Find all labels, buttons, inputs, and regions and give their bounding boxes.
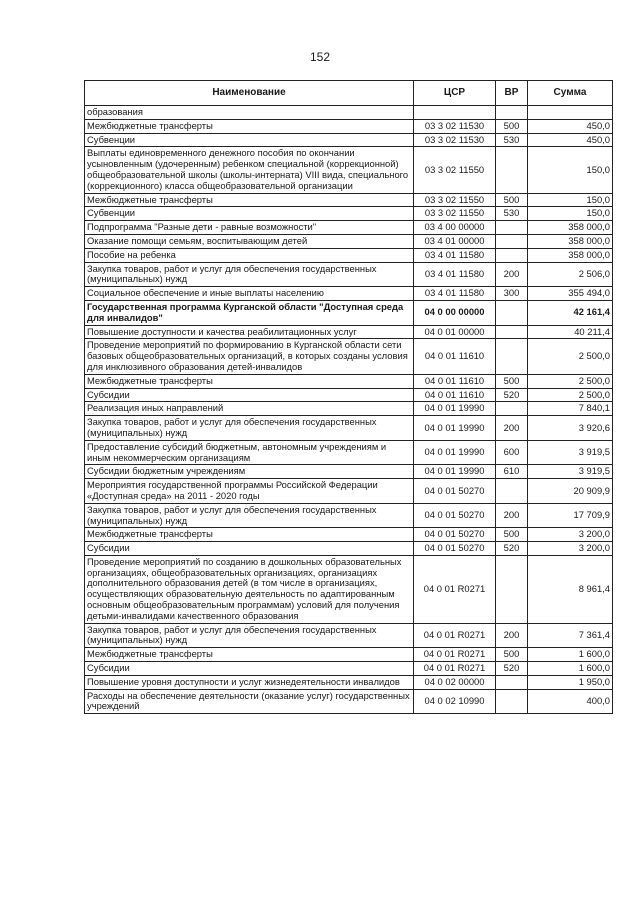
table-row	[85, 207, 613, 221]
row-csr-cell: 04 0 01 11610	[414, 339, 496, 374]
row-vr-cell: 520	[496, 542, 528, 556]
row-name-cell: Мероприятия государственной программы Российской Федерации «Доступная среда» на 2011 - 2020 годы	[85, 479, 414, 504]
row-csr-cell: 04 0 02 10990	[414, 689, 496, 714]
row-csr-cell: 03 4 01 00000	[414, 234, 496, 248]
row-name-cell: Государственная программа Курганской области "Доступная среда для инвалидов"	[85, 300, 414, 325]
row-name-cell: Межбюджетные трансферты	[85, 648, 414, 662]
row-csr-cell: 04 0 01 R0271	[414, 662, 496, 676]
row-sum-cell: 150,0	[528, 147, 613, 193]
row-vr-cell	[496, 325, 528, 339]
row-vr-cell	[496, 689, 528, 714]
row-csr-cell: 03 4 00 00000	[414, 221, 496, 235]
row-name-cell: Пособие на ребенка	[85, 248, 414, 262]
row-name-cell: Оказание помощи семьям, воспитывающим детей	[85, 234, 414, 248]
row-vr-cell	[496, 147, 528, 193]
row-name-cell: Социальное обеспечение и иные выплаты населению	[85, 287, 414, 301]
row-csr-cell: 03 4 01 11580	[414, 287, 496, 301]
row-csr-cell: 04 0 01 19990	[414, 416, 496, 441]
row-vr-cell: 200	[496, 262, 528, 287]
row-name-cell: Субсидии	[85, 388, 414, 402]
row-sum-cell: 42 161,4	[528, 300, 613, 325]
row-vr-cell: 500	[496, 374, 528, 388]
table-row	[85, 119, 613, 133]
row-vr-cell	[496, 402, 528, 416]
row-vr-cell: 500	[496, 193, 528, 207]
row-vr-cell: 600	[496, 440, 528, 465]
row-name-cell: Закупка товаров, работ и услуг для обеспечения государственных (муниципальных) нужд	[85, 623, 414, 648]
row-csr-cell: 04 0 01 19990	[414, 402, 496, 416]
table-row	[85, 555, 613, 623]
row-vr-cell	[496, 555, 528, 623]
table-row	[85, 479, 613, 504]
row-vr-cell	[496, 234, 528, 248]
table-row	[85, 300, 613, 325]
row-sum-cell: 358 000,0	[528, 248, 613, 262]
row-vr-cell: 200	[496, 623, 528, 648]
table-row	[85, 440, 613, 465]
row-sum-cell: 8 961,4	[528, 555, 613, 623]
table-row	[85, 133, 613, 147]
row-csr-cell: 04 0 01 11610	[414, 388, 496, 402]
row-sum-cell: 3 919,5	[528, 440, 613, 465]
table-row	[85, 248, 613, 262]
row-csr-cell: 03 3 02 11550	[414, 207, 496, 221]
table-row	[85, 221, 613, 235]
row-name-cell: Выплаты единовременного денежного пособия по окончании усыновленным (удочеренным) ребенком специальной (коррекционной) общеобразовательной школы (школы-интерната) VIII вида, специального (коррекционного) класса общеобразовательной организации	[85, 147, 414, 193]
row-sum-cell: 358 000,0	[528, 221, 613, 235]
row-csr-cell: 04 0 01 50270	[414, 479, 496, 504]
row-name-cell: Субсидии бюджетным учреждениям	[85, 465, 414, 479]
row-sum-cell: 2 500,0	[528, 388, 613, 402]
row-name-cell: Субвенции	[85, 133, 414, 147]
row-csr-cell: 04 0 01 19990	[414, 465, 496, 479]
row-sum-cell: 17 709,9	[528, 503, 613, 528]
row-sum-cell: 1 950,0	[528, 675, 613, 689]
row-name-cell: Субсидии	[85, 662, 414, 676]
row-sum-cell: 450,0	[528, 133, 613, 147]
table-row	[85, 528, 613, 542]
budget-table	[84, 80, 613, 714]
table-row	[85, 287, 613, 301]
row-name-cell: Субвенции	[85, 207, 414, 221]
row-vr-cell: 520	[496, 388, 528, 402]
table-row	[85, 648, 613, 662]
row-csr-cell: 04 0 01 19990	[414, 440, 496, 465]
row-name-cell: Проведение мероприятий по формированию в Курганской области сети базовых общеобразовательных организаций, в которых созданы условия для инклюзивного образования детей-инвалидов	[85, 339, 414, 374]
row-sum-cell: 3 919,5	[528, 465, 613, 479]
row-sum-cell: 355 494,0	[528, 287, 613, 301]
row-sum-cell: 3 200,0	[528, 542, 613, 556]
row-csr-cell: 03 3 02 11550	[414, 147, 496, 193]
row-name-cell: Закупка товаров, работ и услуг для обеспечения государственных (муниципальных) нужд	[85, 503, 414, 528]
row-csr-cell: 04 0 01 R0271	[414, 648, 496, 662]
row-name-cell: Межбюджетные трансферты	[85, 528, 414, 542]
row-name-cell: Межбюджетные трансферты	[85, 119, 414, 133]
row-sum-cell: 450,0	[528, 119, 613, 133]
table-row	[85, 106, 613, 120]
row-sum-cell: 2 500,0	[528, 339, 613, 374]
table-row	[85, 689, 613, 714]
table-row	[85, 662, 613, 676]
table-row	[85, 388, 613, 402]
table-row	[85, 623, 613, 648]
row-name-cell: Реализация иных направлений	[85, 402, 414, 416]
row-name-cell: Проведение мероприятий по созданию в дошкольных образовательных организациях, общеобразовательных организациях, организациях дополнительного образования детей (в том числе в организациях, осуществляющих образовательную деятельность по адаптированным основным общеобразовательным программам) условий для получения детьми-инвалидами качественного образования	[85, 555, 414, 623]
row-vr-cell: 610	[496, 465, 528, 479]
row-csr-cell: 03 4 01 11580	[414, 262, 496, 287]
row-vr-cell: 200	[496, 416, 528, 441]
row-name-cell: Межбюджетные трансферты	[85, 374, 414, 388]
row-name-cell: Предоставление субсидий бюджетным, автономным учреждениям и иным некоммерческим организациям	[85, 440, 414, 465]
row-sum-cell: 150,0	[528, 207, 613, 221]
row-csr-cell: 04 0 01 00000	[414, 325, 496, 339]
row-vr-cell: 500	[496, 648, 528, 662]
row-csr-cell: 04 0 01 50270	[414, 528, 496, 542]
row-name-cell: Закупка товаров, работ и услуг для обеспечения государственных (муниципальных) нужд	[85, 416, 414, 441]
row-csr-cell: 03 3 02 11530	[414, 133, 496, 147]
table-row	[85, 542, 613, 556]
row-csr-cell: 04 0 02 00000	[414, 675, 496, 689]
row-name-cell: Повышение уровня доступности и услуг жизнедеятельности инвалидов	[85, 675, 414, 689]
row-sum-cell	[528, 106, 613, 120]
table-body	[85, 106, 613, 714]
row-csr-cell: 04 0 01 11610	[414, 374, 496, 388]
table-row	[85, 503, 613, 528]
row-vr-cell: 500	[496, 119, 528, 133]
row-sum-cell: 20 909,9	[528, 479, 613, 504]
table-row	[85, 402, 613, 416]
row-name-cell: Закупка товаров, работ и услуг для обеспечения государственных (муниципальных) нужд	[85, 262, 414, 287]
column-header-vr: ВР	[496, 81, 528, 106]
row-vr-cell	[496, 339, 528, 374]
row-name-cell: Субсидии	[85, 542, 414, 556]
row-name-cell: Подпрограмма "Разные дети - равные возможности"	[85, 221, 414, 235]
table-row	[85, 675, 613, 689]
row-sum-cell: 1 600,0	[528, 648, 613, 662]
row-csr-cell: 03 3 02 11530	[414, 119, 496, 133]
row-name-cell: образования	[85, 106, 414, 120]
row-vr-cell	[496, 479, 528, 504]
table-header-row	[85, 81, 613, 106]
row-sum-cell: 150,0	[528, 193, 613, 207]
table-row	[85, 374, 613, 388]
row-csr-cell: 04 0 01 50270	[414, 503, 496, 528]
row-vr-cell: 300	[496, 287, 528, 301]
row-vr-cell	[496, 675, 528, 689]
row-sum-cell: 358 000,0	[528, 234, 613, 248]
column-header-name: Наименование	[85, 81, 414, 106]
row-csr-cell: 03 3 02 11550	[414, 193, 496, 207]
row-sum-cell: 40 211,4	[528, 325, 613, 339]
row-csr-cell	[414, 106, 496, 120]
row-sum-cell: 2 506,0	[528, 262, 613, 287]
row-csr-cell: 04 0 01 R0271	[414, 623, 496, 648]
table-row	[85, 465, 613, 479]
table-row	[85, 325, 613, 339]
table-row	[85, 147, 613, 193]
row-vr-cell: 500	[496, 528, 528, 542]
row-csr-cell: 04 0 01 50270	[414, 542, 496, 556]
row-name-cell: Расходы на обеспечение деятельности (оказание услуг) государственных учреждений	[85, 689, 414, 714]
row-name-cell: Повышение доступности и качества реабилитационных услуг	[85, 325, 414, 339]
row-sum-cell: 7 361,4	[528, 623, 613, 648]
row-sum-cell: 400,0	[528, 689, 613, 714]
row-sum-cell: 2 500,0	[528, 374, 613, 388]
row-vr-cell	[496, 248, 528, 262]
row-vr-cell: 530	[496, 133, 528, 147]
row-sum-cell: 7 840,1	[528, 402, 613, 416]
column-header-csr: ЦСР	[414, 81, 496, 106]
row-sum-cell: 3 200,0	[528, 528, 613, 542]
row-sum-cell: 3 920,6	[528, 416, 613, 441]
row-vr-cell: 530	[496, 207, 528, 221]
row-vr-cell	[496, 221, 528, 235]
row-vr-cell: 200	[496, 503, 528, 528]
row-csr-cell: 03 4 01 11580	[414, 248, 496, 262]
table-row	[85, 234, 613, 248]
row-name-cell: Межбюджетные трансферты	[85, 193, 414, 207]
table-row	[85, 416, 613, 441]
page-number: 152	[309, 50, 331, 64]
table-row	[85, 339, 613, 374]
row-vr-cell	[496, 106, 528, 120]
table-row	[85, 193, 613, 207]
table-row	[85, 262, 613, 287]
column-header-sum: Сумма	[528, 81, 613, 106]
row-sum-cell: 1 600,0	[528, 662, 613, 676]
row-csr-cell: 04 0 00 00000	[414, 300, 496, 325]
row-vr-cell	[496, 300, 528, 325]
row-vr-cell: 520	[496, 662, 528, 676]
row-csr-cell: 04 0 01 R0271	[414, 555, 496, 623]
